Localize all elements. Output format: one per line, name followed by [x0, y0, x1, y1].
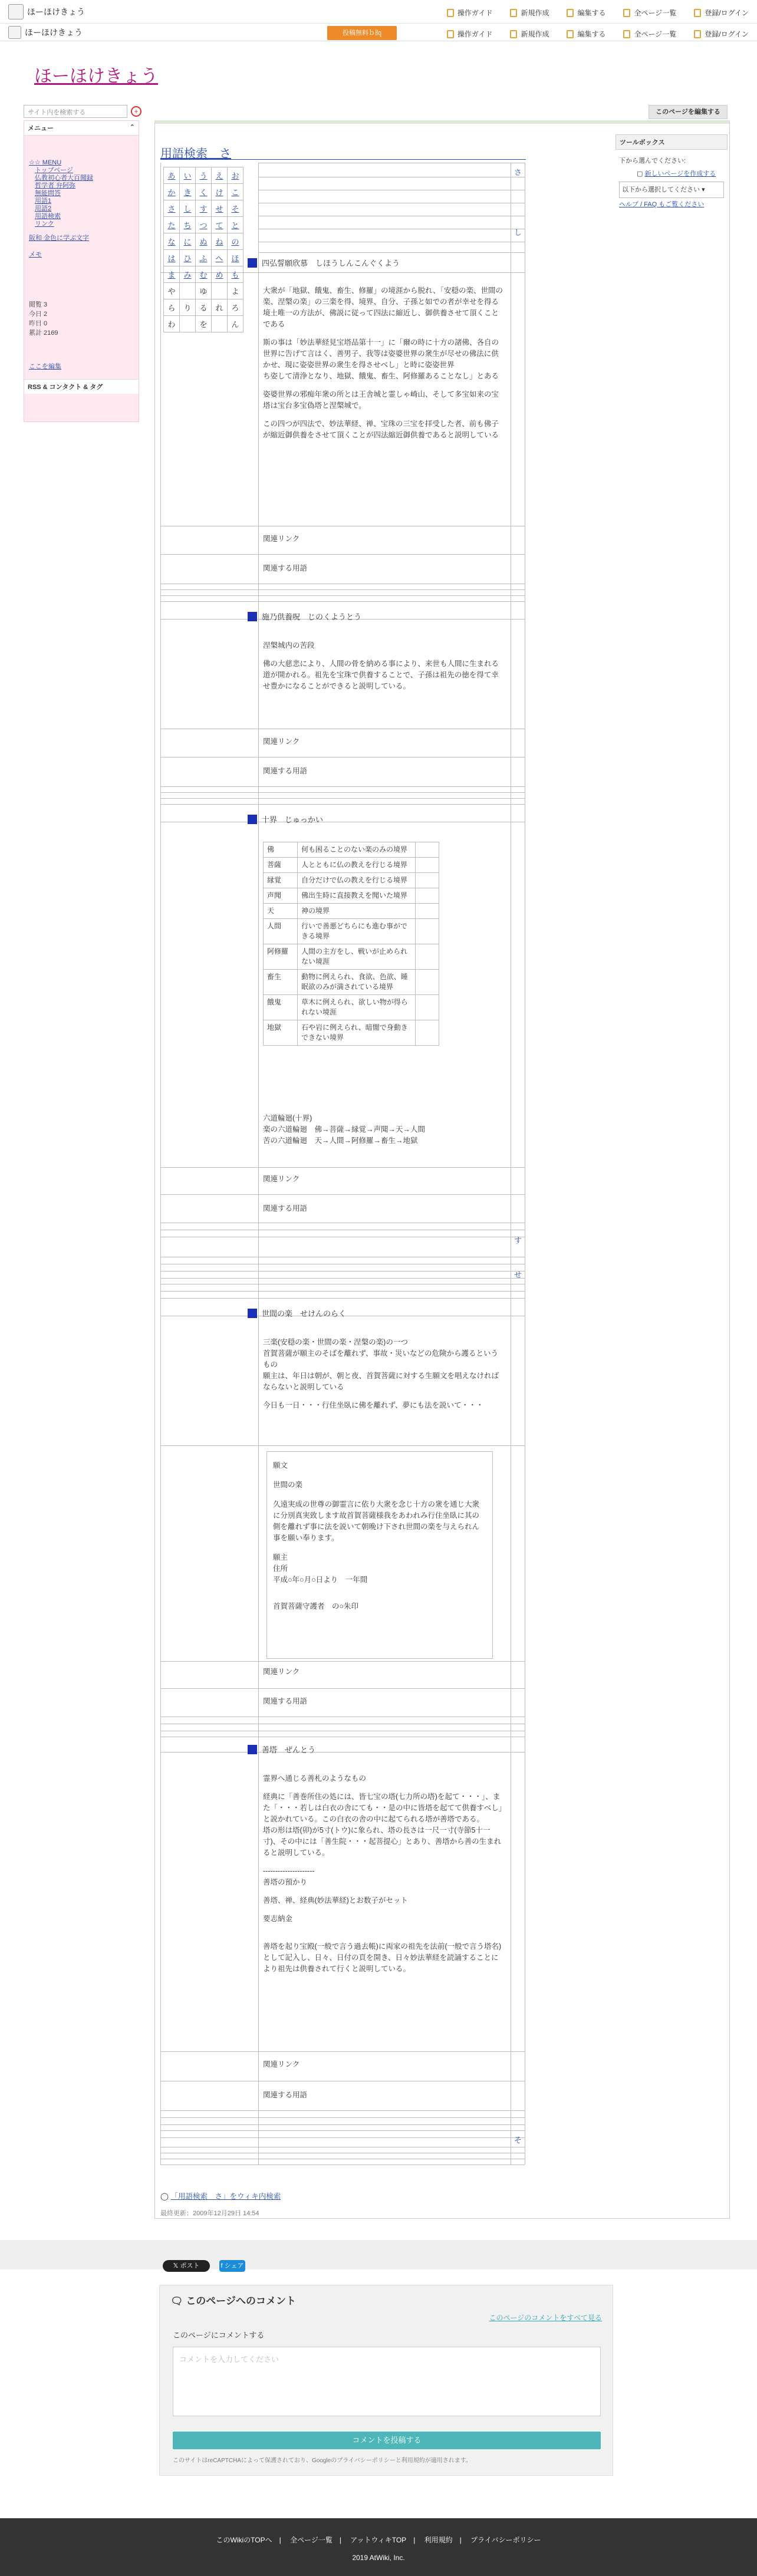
share-band — [0, 2240, 757, 2269]
kana-cell[interactable]: お — [228, 167, 243, 184]
realm-desc: 人間の主方をし、戦いが止められない境涯 — [298, 944, 416, 970]
tool-nav-sticky — [447, 29, 749, 39]
comment-title-text: このページへのコメント — [186, 2295, 296, 2307]
stat-cumulative: 累計 2169 — [29, 330, 58, 337]
kana-cell[interactable]: え — [212, 167, 228, 184]
paragraph: 三楽(安穏の楽・世間の楽・涅槃の楽)の一つ — [263, 1338, 408, 1346]
divider-text: --------------------- — [263, 1867, 315, 1875]
sidebar-item-beginner[interactable]: 仏教初心者大百聞録 — [35, 174, 93, 182]
kana-cell[interactable]: ら — [164, 299, 180, 316]
kana-cell[interactable]: の — [228, 233, 243, 250]
nav-all-pages[interactable]: 全ページ一覧 — [623, 8, 676, 18]
comment-title — [170, 2292, 296, 2307]
table-border — [160, 1445, 525, 1446]
new-page-icon: ▢ — [637, 170, 645, 177]
sidebar-item-misc1[interactable]: 阪和 金色に学ぶ文字 — [29, 235, 90, 242]
prayer-box — [266, 1451, 493, 1659]
box-signer: 首賀菩薩守護者 の○朱印 — [273, 1602, 359, 1610]
kana-cell[interactable]: ね — [212, 233, 228, 250]
table-border — [160, 1278, 525, 1279]
entry-heading — [248, 813, 323, 825]
table-border — [160, 2137, 525, 2138]
kana-cell[interactable]: み — [180, 266, 196, 283]
table-border — [160, 786, 525, 787]
paragraph: 経典に「善巻所住の処には、皆七宝の塔(七力所の塔)を起て・・・」、また「・・・若しは白衣の舎にても・・是の中に皆塔を起てて供養すべし」と説かれている。この白衣の舎の中に起てられる塔が善塔である。 — [263, 1793, 503, 1823]
toolbox-select[interactable] — [619, 182, 724, 198]
related-link-label: 関連リンク — [263, 535, 300, 543]
empty-cell — [416, 1020, 439, 1046]
kana-cell[interactable]: た — [164, 217, 180, 233]
entry-title: 善塔 ぜんとう — [262, 1745, 316, 1754]
page-title[interactable]: 用語検索 さ — [160, 147, 231, 160]
entry-title: 施乃供養呪 じのくようとう — [262, 612, 362, 621]
menu-header — [24, 121, 139, 136]
paragraph: 塔の形は塔(卯)が5寸(トウ)に象られ、塔の長さは一尺一寸(寺節5十一寸)、その中には「善生院・・・起菩提心」とあり、善塔から善の生まれると説明している。 — [263, 1826, 502, 1857]
sidebar-item-links[interactable]: リンク — [35, 220, 54, 228]
index-char-shi[interactable]: し — [514, 228, 522, 237]
sidebar-item-memo[interactable]: メモ — [29, 251, 42, 258]
list-icon — [623, 9, 630, 17]
stat-yesterday: 昨日 0 — [29, 320, 48, 327]
kana-cell — [180, 316, 196, 332]
table-border — [160, 1194, 525, 1195]
bullet-square-icon — [248, 1309, 257, 1318]
table-row — [264, 888, 439, 904]
x-post-label: ポスト — [180, 2262, 200, 2269]
search-icon: ◯ — [160, 2192, 171, 2201]
nav-guide[interactable]: 操作ガイド — [447, 29, 493, 39]
realm-name: 声聞 — [264, 888, 298, 904]
bullet-square-icon — [248, 1745, 257, 1754]
post-free-button[interactable]: 投稿無料ｂ㏃ — [327, 26, 397, 40]
paragraph: 大衆が「地獄、餓鬼、畜生、修羅」の境涯から脱れ、「安穏の楽、世間の楽、涅槃の楽」の三楽を得、境界、自分、子孫と如での者が幸せを得る境土唯一の方法が、佛説に従って四法に縮近し、御供養させて頂くことである — [263, 286, 503, 328]
entry-title: 十界 じゅっかい — [262, 815, 324, 824]
kana-cell[interactable]: ぬ — [196, 233, 212, 250]
view-all-comments-link[interactable]: このページのコメントをすべて見る — [489, 2314, 602, 2322]
toolbox-instruction: 下から選んでください: — [619, 157, 686, 164]
box-title: 願文 — [273, 1461, 288, 1470]
comment-textarea[interactable]: コメントを入力してください — [173, 2347, 601, 2416]
realm-desc: 動物に例えられ、食欲、色欲、睡眠欲のみが満されている境界 — [298, 970, 416, 995]
global-header — [0, 0, 757, 24]
table-row — [264, 873, 439, 888]
kana-cell[interactable]: ふ — [196, 250, 212, 266]
list-icon — [623, 30, 630, 38]
sidebar-item-term-search[interactable]: 用語検索 — [35, 213, 61, 220]
toolbox-new-page[interactable]: 新しいページを作成する — [644, 170, 716, 177]
edit-icon — [567, 9, 574, 17]
x-post-button[interactable]: 𝕏 ポスト — [163, 2260, 210, 2272]
kana-cell[interactable]: と — [228, 217, 243, 233]
chevron-down-icon: ▾ — [702, 186, 705, 193]
guide-icon — [447, 30, 454, 38]
table-border — [160, 1752, 525, 1753]
realm-name: 畜生 — [264, 970, 298, 995]
sidebar-item-qa[interactable]: 無能問答 — [35, 190, 61, 197]
footer-link-atwiki[interactable]: アットウィキTOP — [350, 2536, 407, 2544]
paragraph: 六道輪廻(十界) — [263, 1114, 312, 1122]
table-border — [160, 589, 525, 590]
kana-cell[interactable]: き — [180, 184, 196, 200]
entry-heading — [248, 1744, 315, 1755]
misc-links — [24, 228, 139, 265]
site-brand[interactable] — [8, 4, 85, 19]
box-line: 願主 — [273, 1553, 288, 1562]
kana-cell[interactable]: つ — [196, 217, 212, 233]
empty-cell — [416, 904, 439, 919]
box-body: 久遠実成の世尊の御霊言に依り大衆を念じ十方の衆を通じ大衆に分別真実致します故首賀菩薩様我をあわれみ行住坐臥に其の側を離れず事に法を説いて朝晩け下され世間の楽を与えられん事を願い奉ります。 — [273, 1500, 480, 1542]
chevron-up-icon[interactable]: ⌃ — [129, 124, 135, 131]
table-row — [264, 944, 439, 970]
kana-cell[interactable]: か — [164, 184, 180, 200]
kana-cell[interactable]: く — [196, 184, 212, 200]
edit-page-button[interactable]: このページを編集する — [649, 105, 728, 119]
paragraph: 苦の六道輪廻 天→人間→阿修羅→畜生→地獄 — [263, 1137, 418, 1145]
kana-cell — [180, 283, 196, 299]
empty-cell — [416, 919, 439, 944]
related-term-label: 関連する用語 — [263, 1697, 308, 1705]
kana-cell[interactable]: ま — [164, 266, 180, 283]
comment-panel — [159, 2285, 613, 2476]
paragraph: 佛の大慈悲により、人間の骨を納める事により、来世も人間に生まれる道が開かれる。祖先を宝珠で供養することで、子孫は祖先の徳を得て幸せ豊かになることができると説明している。 — [263, 660, 499, 690]
kana-index-table — [163, 167, 243, 332]
index-char-sa[interactable]: さ — [514, 168, 522, 177]
paragraph: 首賀菩薩が願主のそばを離れず、事故・災いなどの危険から護るというもの — [263, 1349, 499, 1369]
footer-link-top[interactable]: このWikiのTOPへ — [216, 2536, 272, 2544]
site-logo-icon — [8, 26, 21, 39]
empty-cell — [416, 842, 439, 858]
table-border — [160, 2110, 525, 2111]
footer-link-privacy[interactable]: プライバシーポリシー — [470, 2536, 541, 2544]
bullet-square-icon — [248, 815, 257, 824]
user-icon — [694, 9, 701, 17]
kana-cell[interactable]: は — [164, 250, 180, 266]
sidebar-item-menu[interactable]: ☆☆ MENU — [29, 159, 62, 166]
site-name: ほーほけきょう — [27, 7, 85, 17]
realm-desc: 神の境界 — [298, 904, 416, 919]
realm-desc: 人とともに仏の教えを行じる境界 — [298, 858, 416, 873]
copyright: 2019 AtWiki, Inc. — [352, 2554, 405, 2562]
realm-name: 阿修羅 — [264, 944, 298, 970]
kana-cell[interactable]: そ — [228, 200, 243, 217]
realm-desc: 行いで善悪どちらにも進む事ができる境界 — [298, 919, 416, 944]
table-border — [160, 1291, 525, 1292]
realm-desc: 自分だけで仏の教えを行じる境界 — [298, 873, 416, 888]
captcha-notice: このサイトはreCAPTCHAによって保護されており、Googleのプライバシーポリシーと利用規約が適用されます。 — [173, 2458, 472, 2464]
entry-body — [263, 1773, 505, 1982]
table-border — [160, 2130, 525, 2131]
kana-cell[interactable]: ろ — [228, 299, 243, 316]
paragraph: 要志納金 — [263, 1915, 293, 1923]
sidebar-item-term1[interactable]: 用語1 — [35, 197, 52, 205]
table-border — [160, 1688, 525, 1689]
realm-name: 地獄 — [264, 1020, 298, 1046]
table-row — [264, 842, 439, 858]
kana-cell[interactable]: ち — [180, 217, 196, 233]
kana-cell[interactable]: す — [196, 200, 212, 217]
table-border — [160, 804, 525, 805]
paragraph: 楽の六道輪廻 佛→菩薩→縁覚→声聞→天→人間 — [263, 1125, 426, 1134]
wiki-search-link[interactable] — [160, 2190, 281, 2201]
empty-cell — [416, 970, 439, 995]
table-row — [264, 919, 439, 944]
toolbox-select-value: 以下から選択してください — [622, 186, 700, 193]
nav-login[interactable]: 登録/ログイン — [694, 8, 749, 18]
index-char-se[interactable]: せ — [514, 1270, 522, 1279]
paragraph: 善塔、禅、経典(妙法華経)とお数子がセット — [263, 1896, 408, 1905]
related-link-label: 関連リンク — [263, 1175, 300, 1183]
kana-cell[interactable]: ん — [228, 316, 243, 332]
paragraph: 斯の事は「妙法華経見宝塔品第十一」に「爾の時に十方の諸佛、各自の世界に告げて言はく、善男子、我等は姿婆世界の衆生が尽せの佛法に供かせ、現に姿姿世界の衆生を得させべし」と時に姿姿世界 — [263, 338, 499, 369]
table-border — [258, 163, 259, 2165]
paragraph: 涅槃城内の苦段 — [263, 641, 315, 650]
table-border — [160, 554, 525, 555]
kana-cell[interactable]: る — [196, 299, 212, 316]
kana-cell[interactable]: し — [180, 200, 196, 217]
counter-stats — [24, 265, 139, 338]
footer-link-all[interactable]: 全ページ一覧 — [290, 2536, 333, 2544]
kana-cell[interactable]: ひ — [180, 250, 196, 266]
comment-submit-button[interactable]: コメントを投稿する — [173, 2432, 601, 2449]
menu-header-label: メニュー — [28, 125, 54, 132]
kana-cell[interactable]: れ — [212, 299, 228, 316]
table-row — [264, 858, 439, 873]
edit-icon — [567, 30, 574, 38]
empty-cell — [416, 995, 439, 1020]
table-border — [160, 1298, 525, 1299]
realm-name: 人間 — [264, 919, 298, 944]
ten-realms-table — [263, 842, 439, 1046]
table-border — [258, 252, 525, 253]
kana-cell[interactable]: よ — [228, 283, 243, 299]
paragraph: 今日も一日・・・行住坐臥に佛を離れず、夢にも法を説いて・・・ — [263, 1401, 484, 1409]
entry-body — [263, 640, 505, 699]
fb-label: シェア — [224, 2262, 244, 2269]
site-footer — [0, 2518, 757, 2576]
paragraph: 善塔の預かり — [263, 1878, 308, 1886]
site-logo-icon — [8, 4, 24, 19]
entry-heading — [248, 1307, 346, 1319]
toolbox-help[interactable]: ヘルプ / FAQ もご覧ください — [619, 201, 705, 208]
kana-cell[interactable]: に — [180, 233, 196, 250]
related-term-label: 関連する用語 — [263, 1204, 308, 1213]
kana-cell — [212, 283, 228, 299]
paragraph: 霊界へ通じる善札のようなもの — [263, 1774, 367, 1783]
table-border — [160, 2124, 525, 2125]
nav-edit[interactable]: 編集する — [567, 8, 605, 18]
kana-cell[interactable]: を — [196, 316, 212, 332]
kana-cell[interactable]: け — [212, 184, 228, 200]
table-border — [160, 2051, 525, 2052]
comment-icon: 🗨 — [170, 2295, 186, 2307]
table-row — [264, 1020, 439, 1046]
related-term-label: 関連する用語 — [263, 767, 308, 775]
bullet-square-icon — [248, 258, 257, 268]
table-border — [160, 601, 525, 602]
table-border — [160, 595, 525, 596]
table-row — [264, 970, 439, 995]
bullet-square-icon — [248, 612, 257, 621]
footer-link-terms[interactable]: 利用規約 — [424, 2536, 453, 2544]
guide-icon — [447, 9, 454, 17]
realm-desc: 草木に例えられ、欲しい物が得られない境涯 — [298, 995, 416, 1020]
paragraph: 姿婆世界の邪痴年衆の所とは王舎城と霊しゃ崎山、そして多宝如来の宝塔は宝台多宝偽塔と涅槃城で。 — [263, 390, 499, 410]
paragraph: 善塔を起り宝殿(一般で言う過去帳)に両家の祖先を法前(一般で言う塔名)として記入し、日々、日付の頁を開き、日々妙法華経を読誦することにより祖先は供養されて行くと説明している。 — [263, 1942, 502, 1973]
realm-name: 天 — [264, 904, 298, 919]
nav-edit[interactable]: 編集する — [567, 29, 605, 39]
empty-cell — [416, 944, 439, 970]
realm-name: 菩薩 — [264, 858, 298, 873]
related-term-label: 関連する用語 — [263, 564, 308, 572]
entry-body — [263, 285, 505, 448]
facebook-share-button[interactable]: f シェア — [219, 2260, 245, 2272]
kana-cell[interactable]: い — [180, 167, 196, 184]
realm-desc: 石や岩に例えられ、暗闇で身動きできない境界 — [298, 1020, 416, 1046]
entry-title: 世間の楽 せけんのらく — [262, 1309, 347, 1318]
index-char-so[interactable]: そ — [514, 2136, 522, 2145]
box-line: 住所 — [273, 1564, 288, 1573]
kana-cell[interactable]: り — [180, 299, 196, 316]
nav-all-pages[interactable]: 全ページ一覧 — [623, 29, 676, 39]
entry-heading — [248, 611, 361, 622]
sidebar-item-top[interactable]: トップページ — [35, 167, 74, 174]
related-link-label: 関連リンク — [263, 2060, 300, 2068]
related-term-label: 関連する用語 — [263, 2091, 308, 2099]
stat-total: 閲覧 3 — [29, 301, 48, 308]
site-title[interactable]: ほーほけきょう — [34, 67, 158, 86]
realm-name: 餓鬼 — [264, 995, 298, 1020]
table-row — [264, 904, 439, 919]
kana-cell[interactable]: う — [196, 167, 212, 184]
site-brand-sticky[interactable] — [8, 26, 83, 39]
edit-menu-link[interactable]: ここを編集 — [29, 363, 61, 370]
entry-body — [263, 1113, 505, 1147]
sidebar-item-philosopher[interactable]: 哲学者 弁阿弥 — [35, 182, 76, 189]
title-rule — [160, 159, 526, 160]
kana-cell[interactable]: ゆ — [196, 283, 212, 299]
sidebar-item-term2[interactable]: 用語2 — [35, 205, 52, 212]
kana-cell[interactable]: あ — [164, 167, 180, 184]
empty-cell — [416, 888, 439, 904]
box-date: 平成○年○月○日より 一年間 — [273, 1576, 368, 1584]
search-input[interactable]: サイト内を検索する — [24, 105, 127, 118]
last-updated: 最終更新：2009年12月29日 14:54 — [160, 2210, 259, 2217]
paragraph: 願主は、年日は朝が、朝と夜、首賀菩薩に対する生願文を唱えなければならないと説明している — [263, 1372, 499, 1391]
kana-cell[interactable]: こ — [228, 184, 243, 200]
kana-cell[interactable]: て — [212, 217, 228, 233]
realm-name: 佛 — [264, 842, 298, 858]
table-border — [160, 163, 161, 2165]
user-icon — [694, 30, 701, 38]
menu-list — [24, 136, 139, 228]
nav-login[interactable]: 登録/ログイン — [694, 29, 749, 39]
kana-cell[interactable]: さ — [164, 200, 180, 217]
table-border — [160, 792, 525, 793]
nav-new[interactable]: 新規作成 — [510, 8, 549, 18]
realm-name: 縁覚 — [264, 873, 298, 888]
toolbox-header: ツールボックス — [616, 134, 728, 150]
kana-cell[interactable]: な — [164, 233, 180, 250]
kana-cell — [212, 316, 228, 332]
kana-cell[interactable]: や — [164, 283, 180, 299]
new-page-icon — [510, 30, 517, 38]
nav-guide[interactable]: 操作ガイド — [447, 8, 493, 18]
search-icon[interactable]: + — [131, 106, 141, 117]
rss-header[interactable]: RSS & コンタクト & タグ — [24, 379, 139, 394]
left-sidebar — [24, 120, 139, 422]
nav-new[interactable]: 新規作成 — [510, 29, 549, 39]
kana-cell[interactable]: ほ — [228, 250, 243, 266]
empty-cell — [416, 873, 439, 888]
paragraph: ち姿して清浄となり、地獄、餓鬼、畜生、阿修羅あることなし」とある — [263, 372, 499, 380]
tool-nav — [447, 8, 749, 18]
paragraph: この四つが四法で、妙法華経、禅、宝珠の三宝を拝受した者、前も佛子が縮近御供養をさせて頂くことが四法縮近御供養であると説明している — [263, 420, 499, 439]
kana-cell[interactable]: せ — [212, 200, 228, 217]
entry-title: 四弘誓願欣慕 しほうしんこんぐくよう — [262, 259, 400, 268]
empty-cell — [416, 858, 439, 873]
table-border — [160, 798, 525, 799]
realm-desc: 何も困ることのない楽のみの境界 — [298, 842, 416, 858]
toolbox — [616, 134, 728, 216]
box-line: 世間の楽 — [273, 1481, 303, 1489]
related-link-label: 関連リンク — [263, 737, 300, 746]
table-border — [160, 1661, 525, 1662]
index-char-su[interactable]: す — [514, 1236, 522, 1245]
kana-cell[interactable]: め — [212, 266, 228, 283]
kana-cell[interactable]: も — [228, 266, 243, 283]
comment-label: このページにコメントする — [173, 2331, 265, 2340]
new-page-icon — [510, 9, 517, 17]
related-link-label: 関連リンク — [263, 1668, 300, 1676]
table-row — [264, 995, 439, 1020]
table-border — [160, 2117, 525, 2118]
footer-links: このWikiのTOPへ | 全ページ一覧 | アットウィキTOP | 利用規約 | プライバシーポリシー — [216, 2536, 541, 2544]
kana-cell[interactable]: へ — [212, 250, 228, 266]
kana-cell[interactable]: わ — [164, 316, 180, 332]
entry-heading — [248, 257, 400, 268]
table-border — [160, 1167, 525, 1168]
stat-today: 今日 2 — [29, 311, 48, 318]
wiki-search-link-text[interactable]: 「用語検索 さ」をウィキ内検索 — [170, 2192, 281, 2201]
realm-desc: 佛出生時に直接教えを聞いた境界 — [298, 888, 416, 904]
kana-cell[interactable]: む — [196, 266, 212, 283]
site-name: ほーほけきょう — [25, 28, 83, 37]
entry-body — [263, 1337, 505, 1418]
